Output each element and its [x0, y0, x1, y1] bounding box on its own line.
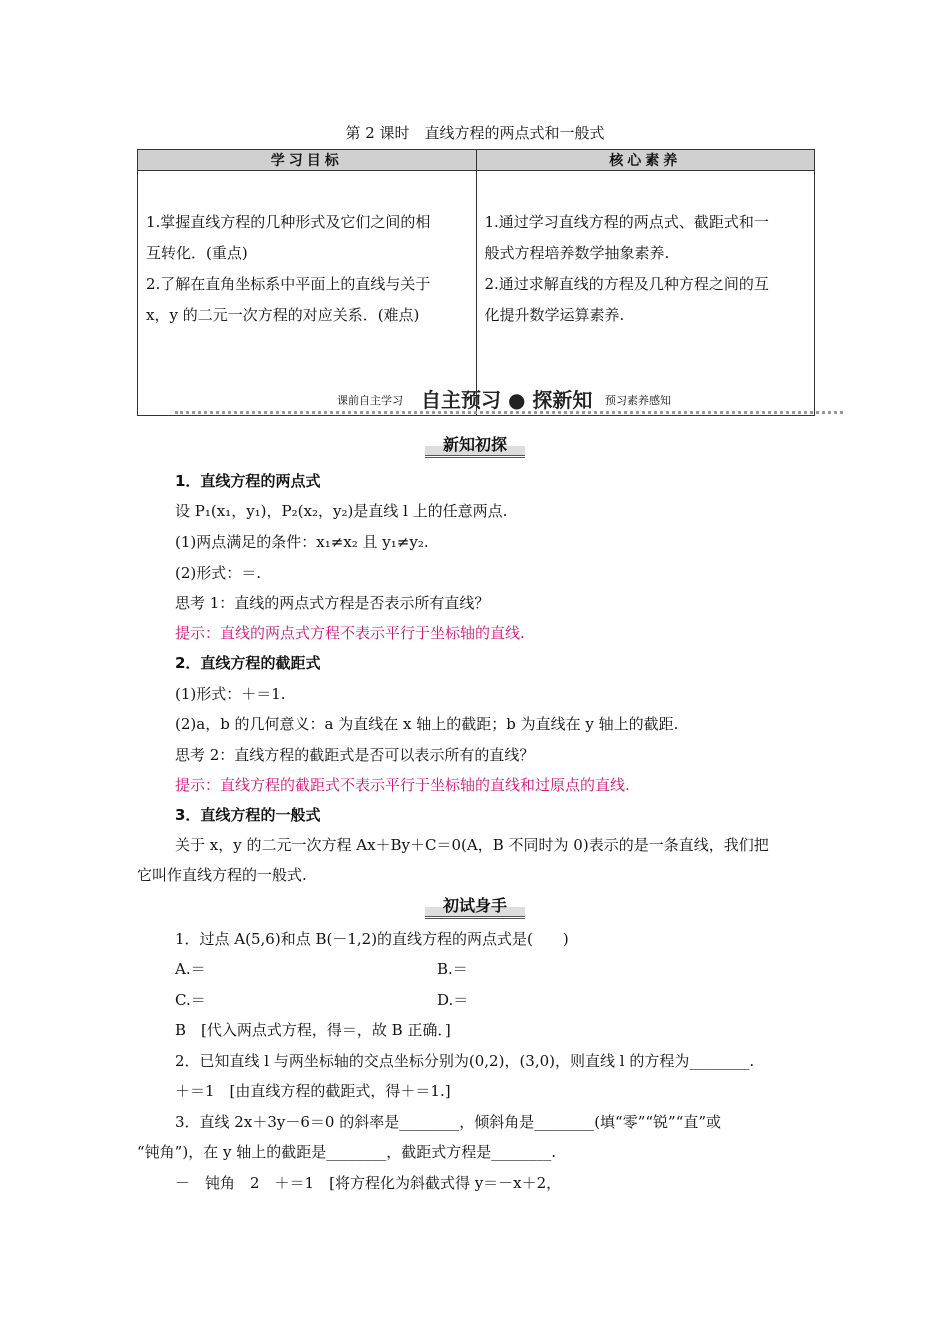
text-line: 3．直线方程的一般式: [175, 806, 321, 824]
option-c: C.＝: [175, 991, 206, 1009]
tag-first-try: [0, 893, 950, 919]
answer-line: B [代入两点式方程，得＝，故 B 正确．]: [175, 1021, 451, 1039]
text-line: 它叫作直线方程的一般式.: [137, 866, 307, 884]
banner-title: 自主预习 ● 探新知: [421, 388, 593, 412]
answer-line: － 钝角 2 ＋＝1 [将方程化为斜截式得 y＝－x＋2，: [175, 1174, 562, 1192]
tag-new-knowledge: [0, 432, 950, 458]
text-line: (1)两点满足的条件：x₁≠x₂ 且 y₁≠y₂.: [175, 533, 429, 551]
question-line: 1．过点 A(5,6)和点 B(－1,2)的直线方程的两点式是( ): [175, 930, 569, 948]
text-line: (2)形式：＝.: [175, 564, 262, 582]
banner-divider: [175, 411, 843, 414]
banner-left: 课前自主学习: [337, 394, 403, 407]
text-line: 关于 x，y 的二元一次方程 Ax＋By＋C＝0(A，B 不同时为 0)表示的是一条直线，我们把: [175, 836, 769, 854]
goal-line: 1.通过学习直线方程的两点式、截距式和一: [484, 213, 769, 231]
page-title: 第 2 课时 直线方程的两点式和一般式: [345, 124, 605, 142]
goals-header-core: 核心素养: [476, 150, 815, 171]
text-line: 思考 2：直线方程的截距式是否可以表示所有的直线？: [175, 746, 535, 764]
goal-line: x，y 的二元一次方程的对应关系．(难点): [146, 306, 420, 324]
goals-core-cell: [476, 171, 815, 416]
hint-line: 提示：直线方程的截距式不表示平行于坐标轴的直线和过原点的直线.: [175, 776, 630, 794]
text-line: 2．直线方程的截距式: [175, 654, 321, 672]
answer-line: ＋＝1 [由直线方程的截距式，得＋＝1.]: [175, 1082, 451, 1100]
section-banner: [175, 384, 843, 414]
option-d: D.＝: [437, 991, 469, 1009]
goal-line: 2.通过求解直线的方程及几种方程之间的互: [484, 275, 769, 293]
question-line: 3．直线 2x＋3y－6＝0 的斜率是________，倾斜角是________(填“零”“锐”“直”或: [175, 1113, 722, 1131]
question-line: “钝角”)，在 y 轴上的截距是________，截距式方程是________.: [137, 1143, 556, 1161]
banner-right: 预习素养感知: [605, 394, 671, 407]
goal-line: 1.掌握直线方程的几种形式及它们之间的相: [146, 213, 431, 231]
question-line: 2．已知直线 l 与两坐标轴的交点坐标分别为(0,2)，(3,0)，则直线 l 的方程为________.: [175, 1052, 755, 1070]
goal-line: 化提升数学运算素养.: [484, 306, 625, 324]
text-line: (1)形式：＋＝1.: [175, 685, 286, 703]
goals-table: [137, 149, 815, 416]
option-a: A.＝: [175, 960, 206, 978]
goals-learning-cell: [138, 171, 477, 416]
tag-label: 初试身手: [425, 893, 525, 919]
text-line: 设 P₁(x₁，y₁)，P₂(x₂，y₂)是直线 l 上的任意两点.: [175, 502, 508, 520]
option-b: B.＝: [437, 960, 468, 978]
goals-header-learning: 学习目标: [138, 150, 477, 171]
text-line: 1．直线方程的两点式: [175, 472, 321, 490]
tag-label: 新知初探: [425, 432, 525, 458]
hint-line: 提示：直线的两点式方程不表示平行于坐标轴的直线.: [175, 624, 525, 642]
goal-line: 般式方程培养数学抽象素养.: [484, 244, 670, 262]
goal-line: 2.了解在直角坐标系中平面上的直线与关于: [146, 275, 431, 293]
text-line: (2)a，b 的几何意义：a 为直线在 x 轴上的截距；b 为直线在 y 轴上的截距.: [175, 715, 679, 733]
text-line: 思考 1：直线的两点式方程是否表示所有直线？: [175, 594, 490, 612]
goal-line: 互转化．(重点): [146, 244, 248, 262]
